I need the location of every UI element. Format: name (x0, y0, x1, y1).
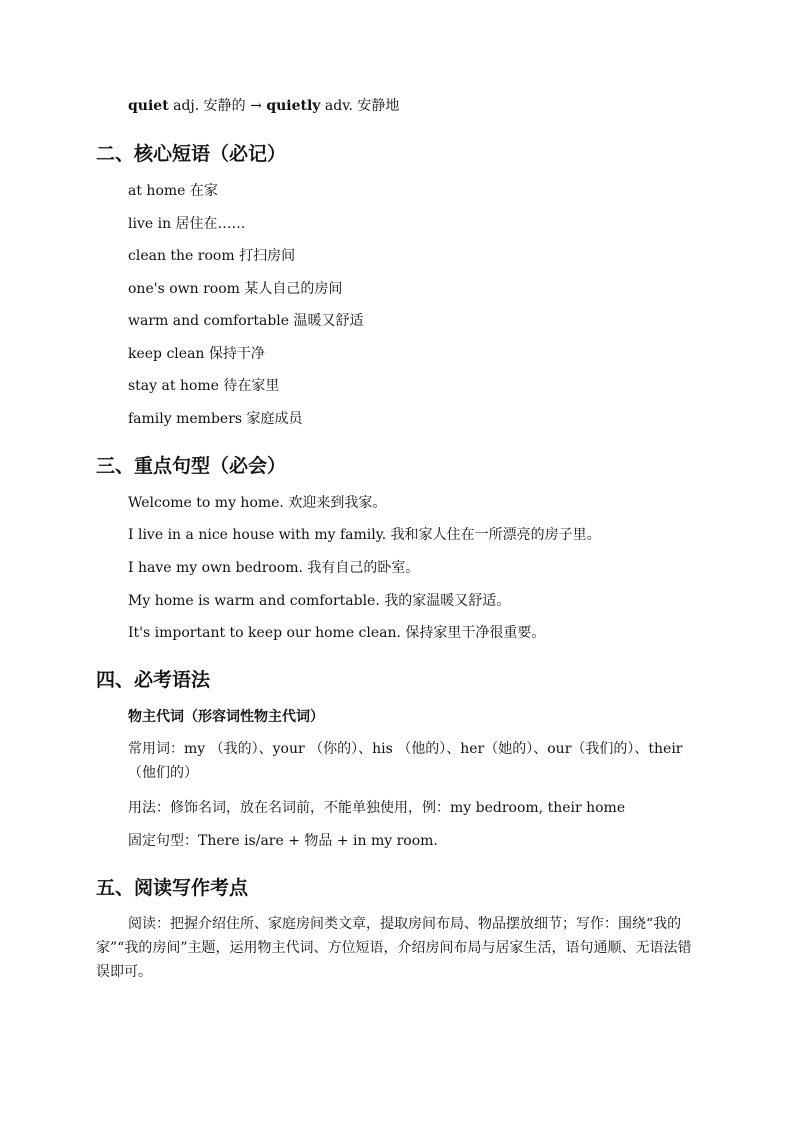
grammar-subtitle: 物主代词（形容词性物主代词） (128, 709, 324, 725)
sentence-item: I have my own bedroom. 我有自己的卧室。 (128, 560, 420, 576)
reading-writing-text: 阅读：把握介绍住所、家庭房间类文章，提取房间布局、物品摆放细节；写作：围绕“我的家”“我的房间”主题，运用物主代词、方位短语，介绍房间布局与居家生活，语句通顺、无语法错误即可。 (96, 916, 692, 980)
phrase-item: clean the room 打扫房间 (128, 248, 296, 264)
sentence-item: Welcome to my home. 欢迎来到我家。 (128, 495, 387, 511)
section-3-heading: 三、重点句型（必会） (96, 455, 287, 477)
phrase-item: one's own room 某人自己的房间 (128, 281, 343, 297)
sentence-item: It's important to keep our home clean. 保持家里干净很重要。 (128, 625, 546, 641)
phrase-item: family members 家庭成员 (128, 411, 303, 427)
grammar-usage: 用法：修饰名词，放在名词前，不能单独使用，例：my bedroom, their home (128, 800, 626, 816)
word-quiet: quiet (128, 98, 169, 114)
section-5-heading: 五、阅读写作考点 (96, 877, 249, 899)
phrase-item: live in 居住在…… (128, 216, 246, 232)
word-quietly-meaning: adv. 安静地 (320, 98, 400, 114)
intro-word-conversion (128, 96, 399, 116)
word-quiet-meaning: adj. 安静的 → (168, 98, 267, 114)
section-2-heading: 二、核心短语（必记） (96, 143, 287, 165)
grammar-pattern: 固定句型：There is/are + 物品 + in my room. (128, 833, 438, 849)
section-4-heading: 四、必考语法 (96, 669, 211, 691)
sentence-item: I live in a nice house with my family. 我和家人住在一所漂亮的房子里。 (128, 527, 601, 543)
grammar-common-words: 常用词：my （我的）、your （你的）、his （他的）、her（她的）、our（我们的）、their （他们的） (128, 741, 683, 781)
phrase-item: at home 在家 (128, 183, 218, 199)
phrase-item: stay at home 待在家里 (128, 378, 280, 394)
word-quietly: quietly (266, 98, 321, 114)
phrase-item: warm and comfortable 温暖又舒适 (128, 313, 364, 329)
sentence-item: My home is warm and comfortable. 我的家温暖又舒适。 (128, 593, 511, 609)
phrase-item: keep clean 保持干净 (128, 346, 265, 362)
